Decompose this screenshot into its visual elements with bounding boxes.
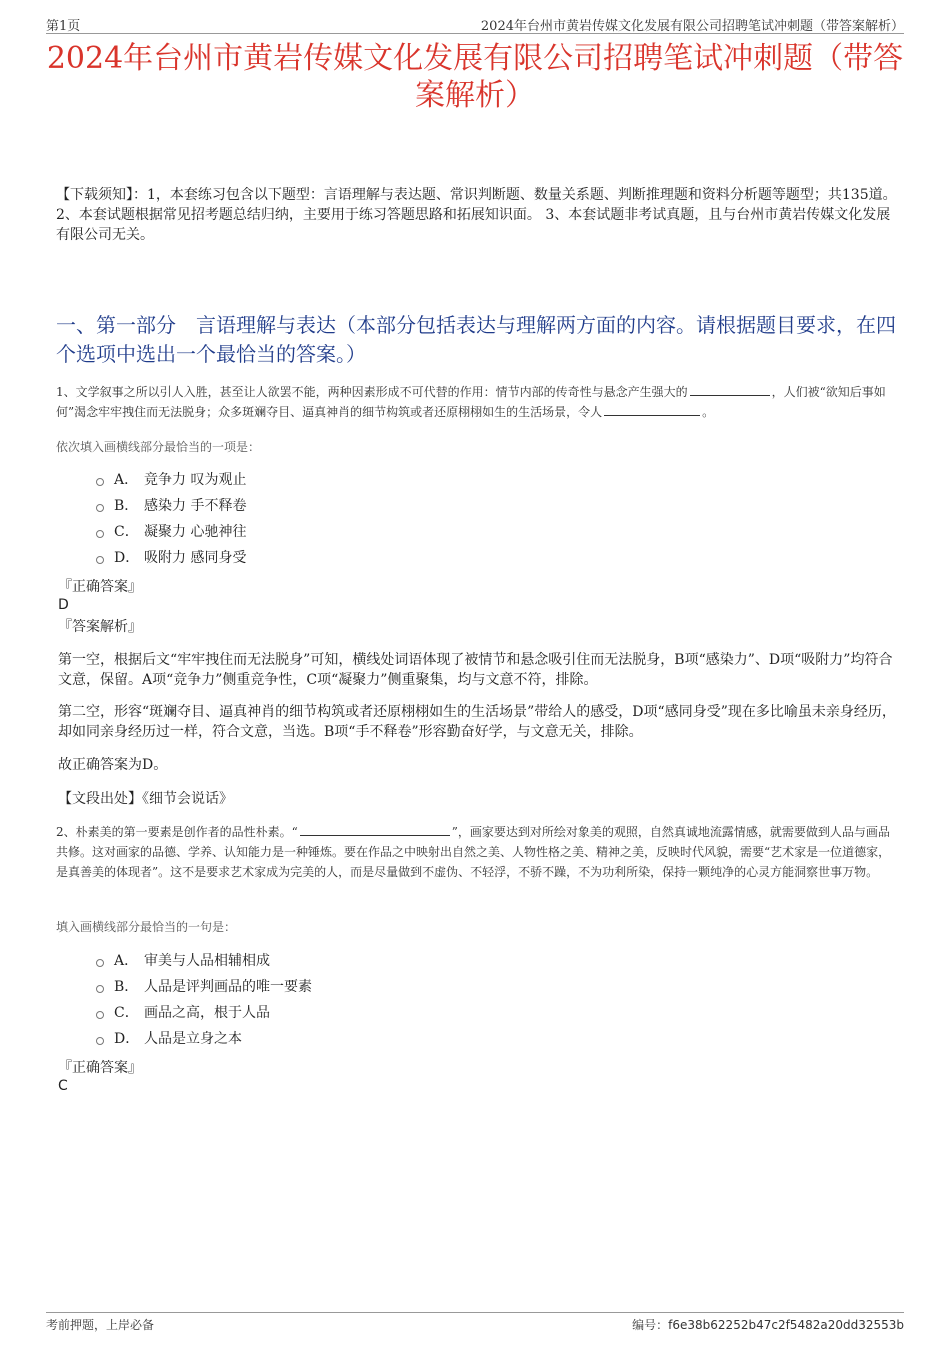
document-code-label: 编号：	[632, 1318, 669, 1332]
answer-blank-1	[690, 383, 770, 396]
option-letter: C．	[114, 1005, 139, 1021]
text-source: 【文段出处】《细节会说话》	[58, 791, 233, 807]
option-letter: B．	[114, 498, 139, 514]
question-2-stem	[56, 822, 900, 882]
radio-icon[interactable]	[96, 530, 104, 538]
question-2-stem-part-b: ”，画家要达到对所绘对象美的观照，自然真诚地流露情感，就需要做到人品与画品共修。这对画家的品德、学养、认知能力是一种锤炼。要在作品之中映射出自然之美、人物性格之美、精神之美，反映时代风貌，需要“艺术家是一位道德家，是真善美的体现者”。这不是要求艺术家成为完美的人，而是尽量做到不虚伪、不轻浮，不骄不躁，不为功利所染，保持一颗纯净的心灵方能洞察世事万物。	[56, 825, 891, 879]
question-2-stem-part-a: 2、朴素美的第一要素是创作者的品性朴素。“	[56, 825, 298, 839]
option-a[interactable]	[96, 467, 246, 493]
option-letter: B．	[114, 979, 139, 995]
correct-answer: D	[58, 597, 69, 613]
document-code-value: f6e38b62252b47c2f5482a20dd32553b	[668, 1318, 904, 1332]
option-c[interactable]	[96, 519, 246, 545]
option-d[interactable]	[96, 1026, 312, 1052]
question-1-options	[96, 467, 246, 571]
option-b[interactable]	[96, 493, 246, 519]
question-2-prompt: 填入画横线部分最恰当的一句是：	[56, 920, 237, 934]
analysis-conclusion: 故正确答案为D。	[58, 757, 168, 773]
option-text: 竞争力 叹为观止	[144, 472, 247, 488]
option-text: 人品是立身之本	[144, 1031, 242, 1047]
option-text: 凝聚力 心驰神往	[144, 524, 247, 540]
option-b[interactable]	[96, 974, 312, 1000]
radio-icon[interactable]	[96, 985, 104, 993]
radio-icon[interactable]	[96, 959, 104, 967]
question-1-stem	[56, 382, 900, 422]
section-heading: 一、第一部分 言语理解与表达（本部分包括表达与理解两方面的内容。请根据题目要求，在四个选项中选出一个最恰当的答案。）	[56, 313, 896, 366]
analysis-paragraph-2: 第二空，形容“斑斓夺目、逼真神肖的细节构筑或者还原栩栩如生的生活场景”带给人的感受，D项“感同身受”现在多比喻虽未亲身经历，却如同亲身经历过一样，符合文意，当选。B项“手不释卷”形容勤奋好学，与文意无关，排除。	[58, 704, 896, 740]
radio-icon[interactable]	[96, 556, 104, 564]
page-header	[46, 13, 904, 34]
option-letter: C．	[114, 524, 139, 540]
header-doc-title: 2024年台州市黄岩传媒文化发展有限公司招聘笔试冲刺题（带答案解析）	[480, 19, 904, 34]
analysis-label: 『答案解析』	[58, 619, 142, 635]
option-text: 吸附力 感同身受	[144, 550, 247, 566]
footer-slogan: 考前押题，上岸必备	[46, 1318, 155, 1332]
correct-answer-label: 『正确答案』	[58, 1060, 142, 1076]
download-notice: 【下载须知】：1，本套练习包含以下题型：言语理解与表达题、常识判断题、数量关系题、判断推理题和资料分析题等题型；共135道。 2、本套试题根据常见招考题总结归纳，主要用于练习答题思路和拓展知识面。 3、本套试题非考试真题，且与台州市黄岩传媒文化发展有限公司无关。	[56, 187, 897, 243]
option-c[interactable]	[96, 1000, 312, 1026]
radio-icon[interactable]	[96, 478, 104, 486]
question-1-prompt: 依次填入画横线部分最恰当的一项是：	[56, 440, 261, 454]
page-title: 2024年台州市黄岩传媒文化发展有限公司招聘笔试冲刺题（带答案解析）	[46, 41, 904, 113]
option-text: 感染力 手不释卷	[144, 498, 247, 514]
option-text: 画品之高，根于人品	[144, 1005, 270, 1021]
page-footer	[46, 1312, 904, 1333]
question-2-options	[96, 948, 312, 1052]
correct-answer-label: 『正确答案』	[58, 579, 142, 595]
radio-icon[interactable]	[96, 504, 104, 512]
radio-icon[interactable]	[96, 1037, 104, 1045]
option-text: 审美与人品相辅相成	[144, 953, 270, 969]
option-letter: D．	[114, 1031, 140, 1047]
document-code	[632, 1316, 904, 1333]
answer-blank-2	[604, 403, 700, 416]
option-a[interactable]	[96, 948, 312, 974]
radio-icon[interactable]	[96, 1011, 104, 1019]
question-1-stem-part-b: ，人们被“欲知后事如何”渴念牢牢拽住而无法脱身；众多斑斓夺目、逼真神肖的细节构筑或者还原栩栩如生的生活场景，令人	[56, 385, 886, 419]
analysis-paragraph-1: 第一空，根据后文“牢牢拽住而无法脱身”可知，横线处词语体现了被情节和悬念吸引住而无法脱身，B项“感染力”、D项“吸附力”均符合文意，保留。A项“竞争力”侧重竞争性，C项“凝聚力”侧重聚集，均与文意不符，排除。	[58, 652, 893, 688]
option-letter: D．	[114, 550, 140, 566]
answer-blank-3	[300, 823, 450, 836]
option-letter: A．	[114, 472, 139, 488]
question-1-stem-part-c: 。	[702, 405, 715, 419]
option-letter: A．	[114, 953, 139, 969]
option-text: 人品是评判画品的唯一要素	[144, 979, 312, 995]
page-number: 第1页	[46, 19, 81, 34]
correct-answer: C	[58, 1078, 68, 1094]
question-1-stem-part-a: 1、文学叙事之所以引人入胜，甚至让人欲罢不能，两种因素形成不可代替的作用：情节内部的传奇性与悬念产生强大的	[56, 385, 688, 399]
option-d[interactable]	[96, 545, 246, 571]
